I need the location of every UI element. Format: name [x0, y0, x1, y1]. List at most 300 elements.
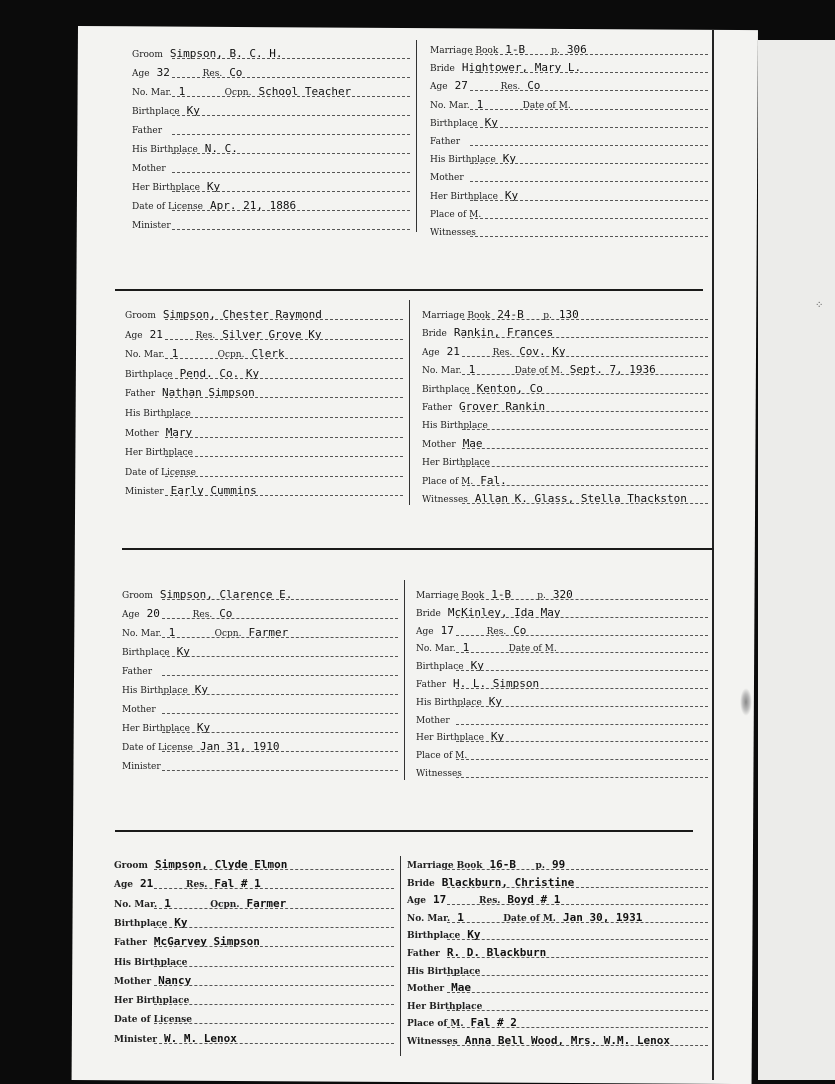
speck-mark: ⁘ [815, 300, 824, 311]
field-row-age [122, 602, 400, 620]
fill-line [165, 378, 403, 379]
fill-line [462, 411, 708, 412]
field-value: Nancy [158, 973, 192, 987]
field-label: Age [407, 896, 427, 907]
field-value: Ky [504, 188, 519, 202]
field-label: No. Mar. [125, 350, 165, 361]
field-value: Apr. 21, 1886 [209, 199, 297, 212]
field-row-age [407, 888, 710, 906]
fill-line [462, 429, 708, 430]
field-row-her-birthplace [407, 994, 710, 1012]
field-value: 1-B [491, 588, 512, 601]
field-value: Ky [488, 694, 503, 708]
field-label: Mother [430, 173, 464, 184]
fill-line [172, 115, 410, 116]
field-row-place-of-m [430, 202, 710, 220]
field-label: No. Mar. [114, 899, 158, 910]
field-row-her-birthplace [125, 440, 405, 458]
fill-line [172, 96, 410, 97]
field-row-minister [114, 1027, 396, 1045]
record-separator [115, 830, 693, 832]
fill-line [165, 319, 403, 320]
field-label: His Birthplace [122, 686, 188, 696]
field-value: Simpson, Clyde Elmon [154, 858, 288, 871]
fill-line [470, 54, 708, 55]
field-label: Mother [125, 428, 159, 439]
fill-line [154, 888, 394, 889]
field-row-birthplace [122, 640, 400, 658]
field-row-groom [114, 853, 396, 871]
field-value: Mae [462, 436, 483, 450]
field-row-witnesses [407, 1029, 710, 1047]
field-value: 27 [454, 79, 468, 93]
field-row-marriage-book [416, 583, 710, 601]
field-value-secondary: Co [513, 623, 527, 637]
fill-line [172, 229, 410, 230]
field-label: Minister [114, 1034, 158, 1045]
field-label: Witnesses [430, 228, 476, 238]
field-row-bride [422, 321, 710, 339]
fill-line [162, 770, 398, 771]
field-row-mother [422, 432, 710, 450]
field-label: Her Birthplace [132, 183, 200, 193]
field-label: Father [422, 403, 453, 413]
fill-line [470, 218, 708, 219]
field-row-her-birthplace [132, 175, 412, 193]
field-row-no-mar [132, 80, 412, 98]
field-row-witnesses [416, 761, 710, 779]
fill-line [162, 751, 398, 752]
field-row-mother [132, 156, 412, 174]
fill-line [172, 58, 410, 59]
field-value-secondary: Co [527, 79, 541, 93]
fill-line [462, 503, 708, 504]
field-value: 20 [146, 607, 160, 620]
field-row-witnesses [422, 487, 710, 505]
page-edge [712, 30, 714, 1080]
fill-line [447, 1045, 708, 1046]
field-value: Pend. Co. Ky [179, 366, 260, 380]
field-row-father [416, 672, 710, 690]
field-value: 21 [140, 877, 154, 891]
fill-line [154, 869, 394, 870]
field-label-secondary: Res. [500, 82, 521, 93]
field-label: Father [114, 938, 147, 949]
field-value-secondary: Fal # 1 [214, 877, 261, 891]
field-label-secondary: Res. [492, 347, 513, 358]
field-row-no-mar [125, 342, 405, 360]
fill-line [162, 675, 398, 676]
field-label: Groom [122, 591, 153, 601]
field-label: Bride [422, 329, 447, 340]
fill-line [162, 618, 398, 619]
field-label-secondary: p. [543, 311, 552, 321]
field-row-no-mar [430, 93, 710, 111]
field-row-father [430, 129, 710, 147]
field-label: No. Mar. [416, 644, 456, 655]
field-value: Kenton, Co [476, 381, 543, 395]
field-label: Place of M. [430, 209, 482, 220]
field-label-secondary: Res. [486, 626, 507, 637]
field-value: 1 [462, 641, 470, 655]
field-row-age [132, 61, 412, 79]
field-label: Mother [407, 984, 445, 995]
field-row-birthplace [416, 654, 710, 672]
field-row-her-birthplace [430, 184, 710, 202]
field-label: Father [416, 680, 447, 690]
field-label: Date of License [122, 743, 193, 753]
field-value: Ky [470, 659, 484, 673]
fill-line [165, 358, 403, 359]
field-row-his-birthplace [422, 413, 710, 431]
field-value: 1 [178, 85, 186, 98]
field-label: Groom [125, 311, 156, 321]
field-row-age [422, 340, 710, 358]
field-value: 16-B [489, 858, 517, 871]
adjacent-page-strip [758, 40, 835, 1080]
fill-line [470, 127, 708, 128]
field-value-secondary: Co [219, 607, 233, 620]
field-label: Age [114, 880, 134, 891]
field-row-bride [430, 56, 710, 74]
fill-line [165, 495, 403, 496]
fill-line [462, 448, 708, 449]
field-row-bride [416, 601, 710, 619]
field-value-secondary: Sept. 7, 1936 [569, 363, 656, 377]
fill-line [470, 236, 708, 237]
field-row-birthplace [114, 911, 396, 929]
field-label: Birthplace [132, 107, 180, 117]
field-label: Birthplace [125, 369, 173, 380]
field-label: His Birthplace [114, 957, 188, 968]
fill-line [154, 908, 394, 909]
record-separator [122, 548, 714, 550]
field-row-mother [125, 421, 405, 439]
field-label: Father [122, 667, 153, 677]
field-row-no-mar [122, 621, 400, 639]
field-value-secondary: Clerk [251, 347, 285, 361]
field-row-no-mar [407, 906, 710, 924]
field-label: Her Birthplace [125, 448, 193, 459]
fill-line [470, 109, 708, 110]
fill-line [162, 713, 398, 714]
field-value: 1 [164, 896, 171, 910]
column-divider [404, 580, 405, 780]
field-value-secondary: Cov. Ky [519, 344, 566, 358]
field-label: Father [407, 949, 440, 959]
field-label: Minister [122, 762, 161, 772]
field-label: No. Mar. [132, 88, 172, 98]
field-label-secondary: Res. [192, 610, 213, 620]
field-label: Her Birthplace [416, 733, 484, 744]
field-row-her-birthplace [422, 450, 710, 468]
field-row-place-of-m [422, 469, 710, 487]
field-label-secondary: Ocpn. [217, 350, 245, 361]
field-row-date-of-license [122, 735, 400, 753]
field-label: Marriage Book [407, 861, 483, 871]
fill-line [172, 77, 410, 78]
field-label: Groom [132, 50, 163, 60]
column-divider [409, 300, 410, 505]
field-value: Simpson, Clarence E. [159, 588, 293, 601]
field-label: Marriage Book [416, 591, 485, 601]
fill-line [462, 485, 708, 486]
field-label-secondary: Ocpn. [210, 899, 240, 910]
field-value-secondary: Co [229, 66, 243, 79]
field-label: Age [416, 626, 434, 637]
field-value: Ky [490, 730, 505, 744]
field-value: R. D. Blackburn [446, 946, 547, 959]
field-row-witnesses [430, 220, 710, 238]
fill-line [162, 599, 398, 600]
field-row-minister [122, 754, 400, 772]
field-row-father [125, 381, 405, 399]
fill-line [165, 339, 403, 340]
field-label: His Birthplace [132, 145, 198, 155]
field-value: 17 [433, 893, 447, 907]
field-label-secondary: Ocpn. [214, 629, 242, 639]
record-separator [115, 289, 703, 291]
field-value: Hightower, Mary L. [461, 61, 582, 75]
field-label: Marriage Book [422, 311, 491, 321]
field-row-minister [132, 213, 412, 231]
field-label: Groom [114, 861, 148, 871]
field-label: Birthplace [122, 648, 170, 658]
field-row-his-birthplace [114, 950, 396, 968]
fill-line [172, 172, 410, 173]
field-label: No. Mar. [122, 629, 162, 639]
field-label: Birthplace [114, 918, 168, 929]
field-label-secondary: Res. [195, 330, 216, 341]
field-value: 17 [440, 623, 454, 637]
field-row-groom [125, 303, 405, 321]
field-label: Mother [416, 715, 450, 726]
field-label: Age [122, 610, 140, 620]
field-row-date-of-license [114, 1007, 396, 1025]
field-row-father [132, 118, 412, 136]
field-label: Place of M. [407, 1019, 464, 1030]
field-value-secondary: 130 [558, 308, 579, 321]
field-row-place-of-m [416, 743, 710, 761]
field-row-her-birthplace [114, 988, 396, 1006]
field-label: Father [430, 137, 461, 147]
field-row-his-birthplace [407, 959, 710, 977]
fill-line [165, 397, 403, 398]
field-value: Ky [467, 928, 481, 942]
field-value: Ky [196, 721, 211, 734]
fill-line [162, 656, 398, 657]
field-row-mother [416, 708, 710, 726]
field-row-father [122, 659, 400, 677]
field-value: W. M. Lenox [164, 1031, 237, 1045]
ink-smudge [740, 688, 752, 716]
fill-line [470, 145, 708, 146]
field-label: Place of M. [422, 476, 474, 487]
field-row-birthplace [430, 111, 710, 129]
field-value: Jan 31, 1910 [199, 740, 280, 753]
field-label: Bride [407, 878, 435, 889]
field-label: Mother [122, 705, 156, 715]
field-label: His Birthplace [416, 697, 482, 708]
field-value: Fal # 2 [470, 1016, 517, 1030]
field-row-his-birthplace [416, 690, 710, 708]
field-row-his-birthplace [122, 678, 400, 696]
field-label: No. Mar. [430, 100, 470, 111]
fill-line [172, 210, 410, 211]
field-label: Birthplace [430, 118, 478, 129]
field-row-father [114, 930, 396, 948]
field-row-groom [132, 42, 412, 60]
field-value: Rankin, Frances [453, 326, 554, 340]
field-row-birthplace [422, 377, 710, 395]
field-value: McGarvey Simpson [153, 935, 260, 949]
field-label: Minister [132, 221, 171, 231]
field-label-secondary: Res. [186, 880, 208, 891]
field-value: Mary [165, 425, 193, 439]
fill-line [172, 191, 410, 192]
fill-line [470, 90, 708, 91]
field-value: McKinley, Ida May [447, 605, 561, 619]
fill-line [470, 163, 708, 164]
field-label: Age [132, 69, 150, 79]
field-row-age [430, 74, 710, 92]
field-row-date-of-license [125, 460, 405, 478]
field-row-his-birthplace [132, 137, 412, 155]
column-divider [416, 40, 417, 232]
field-label: Age [430, 82, 448, 93]
field-value: Fal. [480, 473, 507, 487]
field-row-groom [122, 583, 400, 601]
field-row-his-birthplace [125, 401, 405, 419]
field-value: Ky [206, 180, 221, 193]
field-value: Ky [186, 104, 200, 117]
fill-line [162, 694, 398, 695]
fill-line [165, 476, 403, 477]
field-value-secondary: 320 [552, 588, 573, 601]
fill-line [154, 1004, 394, 1005]
field-value: Simpson, Chester Raymond [162, 308, 322, 321]
fill-line [470, 181, 708, 182]
field-label: Her Birthplace [407, 1001, 483, 1012]
field-label-secondary: Date of M. [508, 644, 557, 655]
field-value: 1 [476, 97, 484, 111]
fill-line [462, 374, 708, 375]
field-row-minister [125, 479, 405, 497]
field-row-her-birthplace [122, 716, 400, 734]
field-label-secondary: Date of M. [503, 913, 556, 924]
field-value-secondary: Farmer [246, 896, 287, 910]
field-value: 1 [168, 626, 176, 639]
field-label: Witnesses [422, 495, 468, 505]
field-row-mother [430, 165, 710, 183]
field-row-place-of-m [407, 1011, 710, 1029]
field-row-age [416, 619, 710, 637]
field-row-mother [407, 976, 710, 994]
field-label: Witnesses [407, 1037, 458, 1047]
fill-line [462, 337, 708, 338]
field-label-secondary: p. [537, 591, 546, 601]
field-label: Birthplace [407, 931, 461, 942]
field-label-secondary: Res. [479, 896, 501, 907]
field-value: 24-B [497, 308, 524, 321]
field-value: N. C. [204, 142, 238, 155]
field-label: Mother [132, 164, 166, 174]
field-label: His Birthplace [407, 966, 481, 977]
field-label: Her Birthplace [122, 724, 190, 734]
fill-line [154, 985, 394, 986]
field-value: 1 [468, 363, 476, 377]
field-value-secondary: 306 [566, 43, 587, 56]
field-value: Ky [484, 115, 498, 129]
field-value: Anna Bell Wood, Mrs. W.M. Lenox [464, 1034, 671, 1047]
fill-line [154, 946, 394, 947]
field-label: Mother [422, 439, 456, 450]
field-row-birthplace [125, 362, 405, 380]
fill-line [154, 1043, 394, 1044]
field-row-her-birthplace [416, 725, 710, 743]
field-row-no-mar [422, 358, 710, 376]
field-label-secondary: Ocpn. [224, 88, 252, 98]
field-label: Marriage Book [430, 46, 499, 56]
fill-line [172, 153, 410, 154]
field-row-date-of-license [132, 194, 412, 212]
field-label: No. Mar. [422, 366, 462, 377]
field-label: Her Birthplace [422, 458, 490, 469]
field-row-marriage-book [422, 303, 710, 321]
field-value: 1 [171, 347, 179, 361]
field-value: Mae [451, 981, 472, 995]
fill-line [470, 72, 708, 73]
fill-line [154, 1023, 394, 1024]
field-value: Early Cummins [170, 484, 257, 498]
field-value: 32 [156, 66, 170, 79]
field-label-secondary: p. [535, 861, 545, 871]
field-label: Bride [430, 64, 455, 75]
column-divider [400, 856, 401, 1056]
field-label: Date of License [114, 1015, 192, 1026]
field-label: His Birthplace [125, 409, 191, 419]
field-value-secondary: 99 [551, 858, 566, 871]
field-value: Ky [502, 152, 517, 166]
fill-line [470, 200, 708, 201]
field-value: Ky [176, 645, 190, 658]
field-value: H. L. Simpson [453, 677, 540, 690]
field-value: Simpson, B. C. H. [169, 47, 283, 60]
field-row-age [114, 872, 396, 890]
fill-line [165, 437, 403, 438]
field-value: 21 [149, 327, 163, 341]
field-label: Date of License [132, 202, 203, 212]
fill-line [154, 927, 394, 928]
field-row-his-birthplace [430, 147, 710, 165]
field-value: Allan K. Glass, Stella Thackston [474, 492, 687, 505]
field-label: His Birthplace [430, 155, 496, 166]
field-value-secondary: Jan 30, 1931 [562, 910, 643, 924]
field-value-secondary: School Teacher [258, 85, 352, 98]
field-value: 1 [457, 910, 464, 924]
field-label: Minister [125, 487, 164, 498]
fill-line [165, 417, 403, 418]
field-row-mother [122, 697, 400, 715]
fill-line [462, 466, 708, 467]
fill-line [462, 319, 708, 320]
field-row-birthplace [407, 923, 710, 941]
field-row-marriage-book [407, 853, 710, 871]
field-row-bride [407, 871, 710, 889]
field-label: Age [125, 330, 143, 341]
field-row-father [422, 395, 710, 413]
field-value-secondary: Silver Grove Ky [222, 327, 322, 341]
